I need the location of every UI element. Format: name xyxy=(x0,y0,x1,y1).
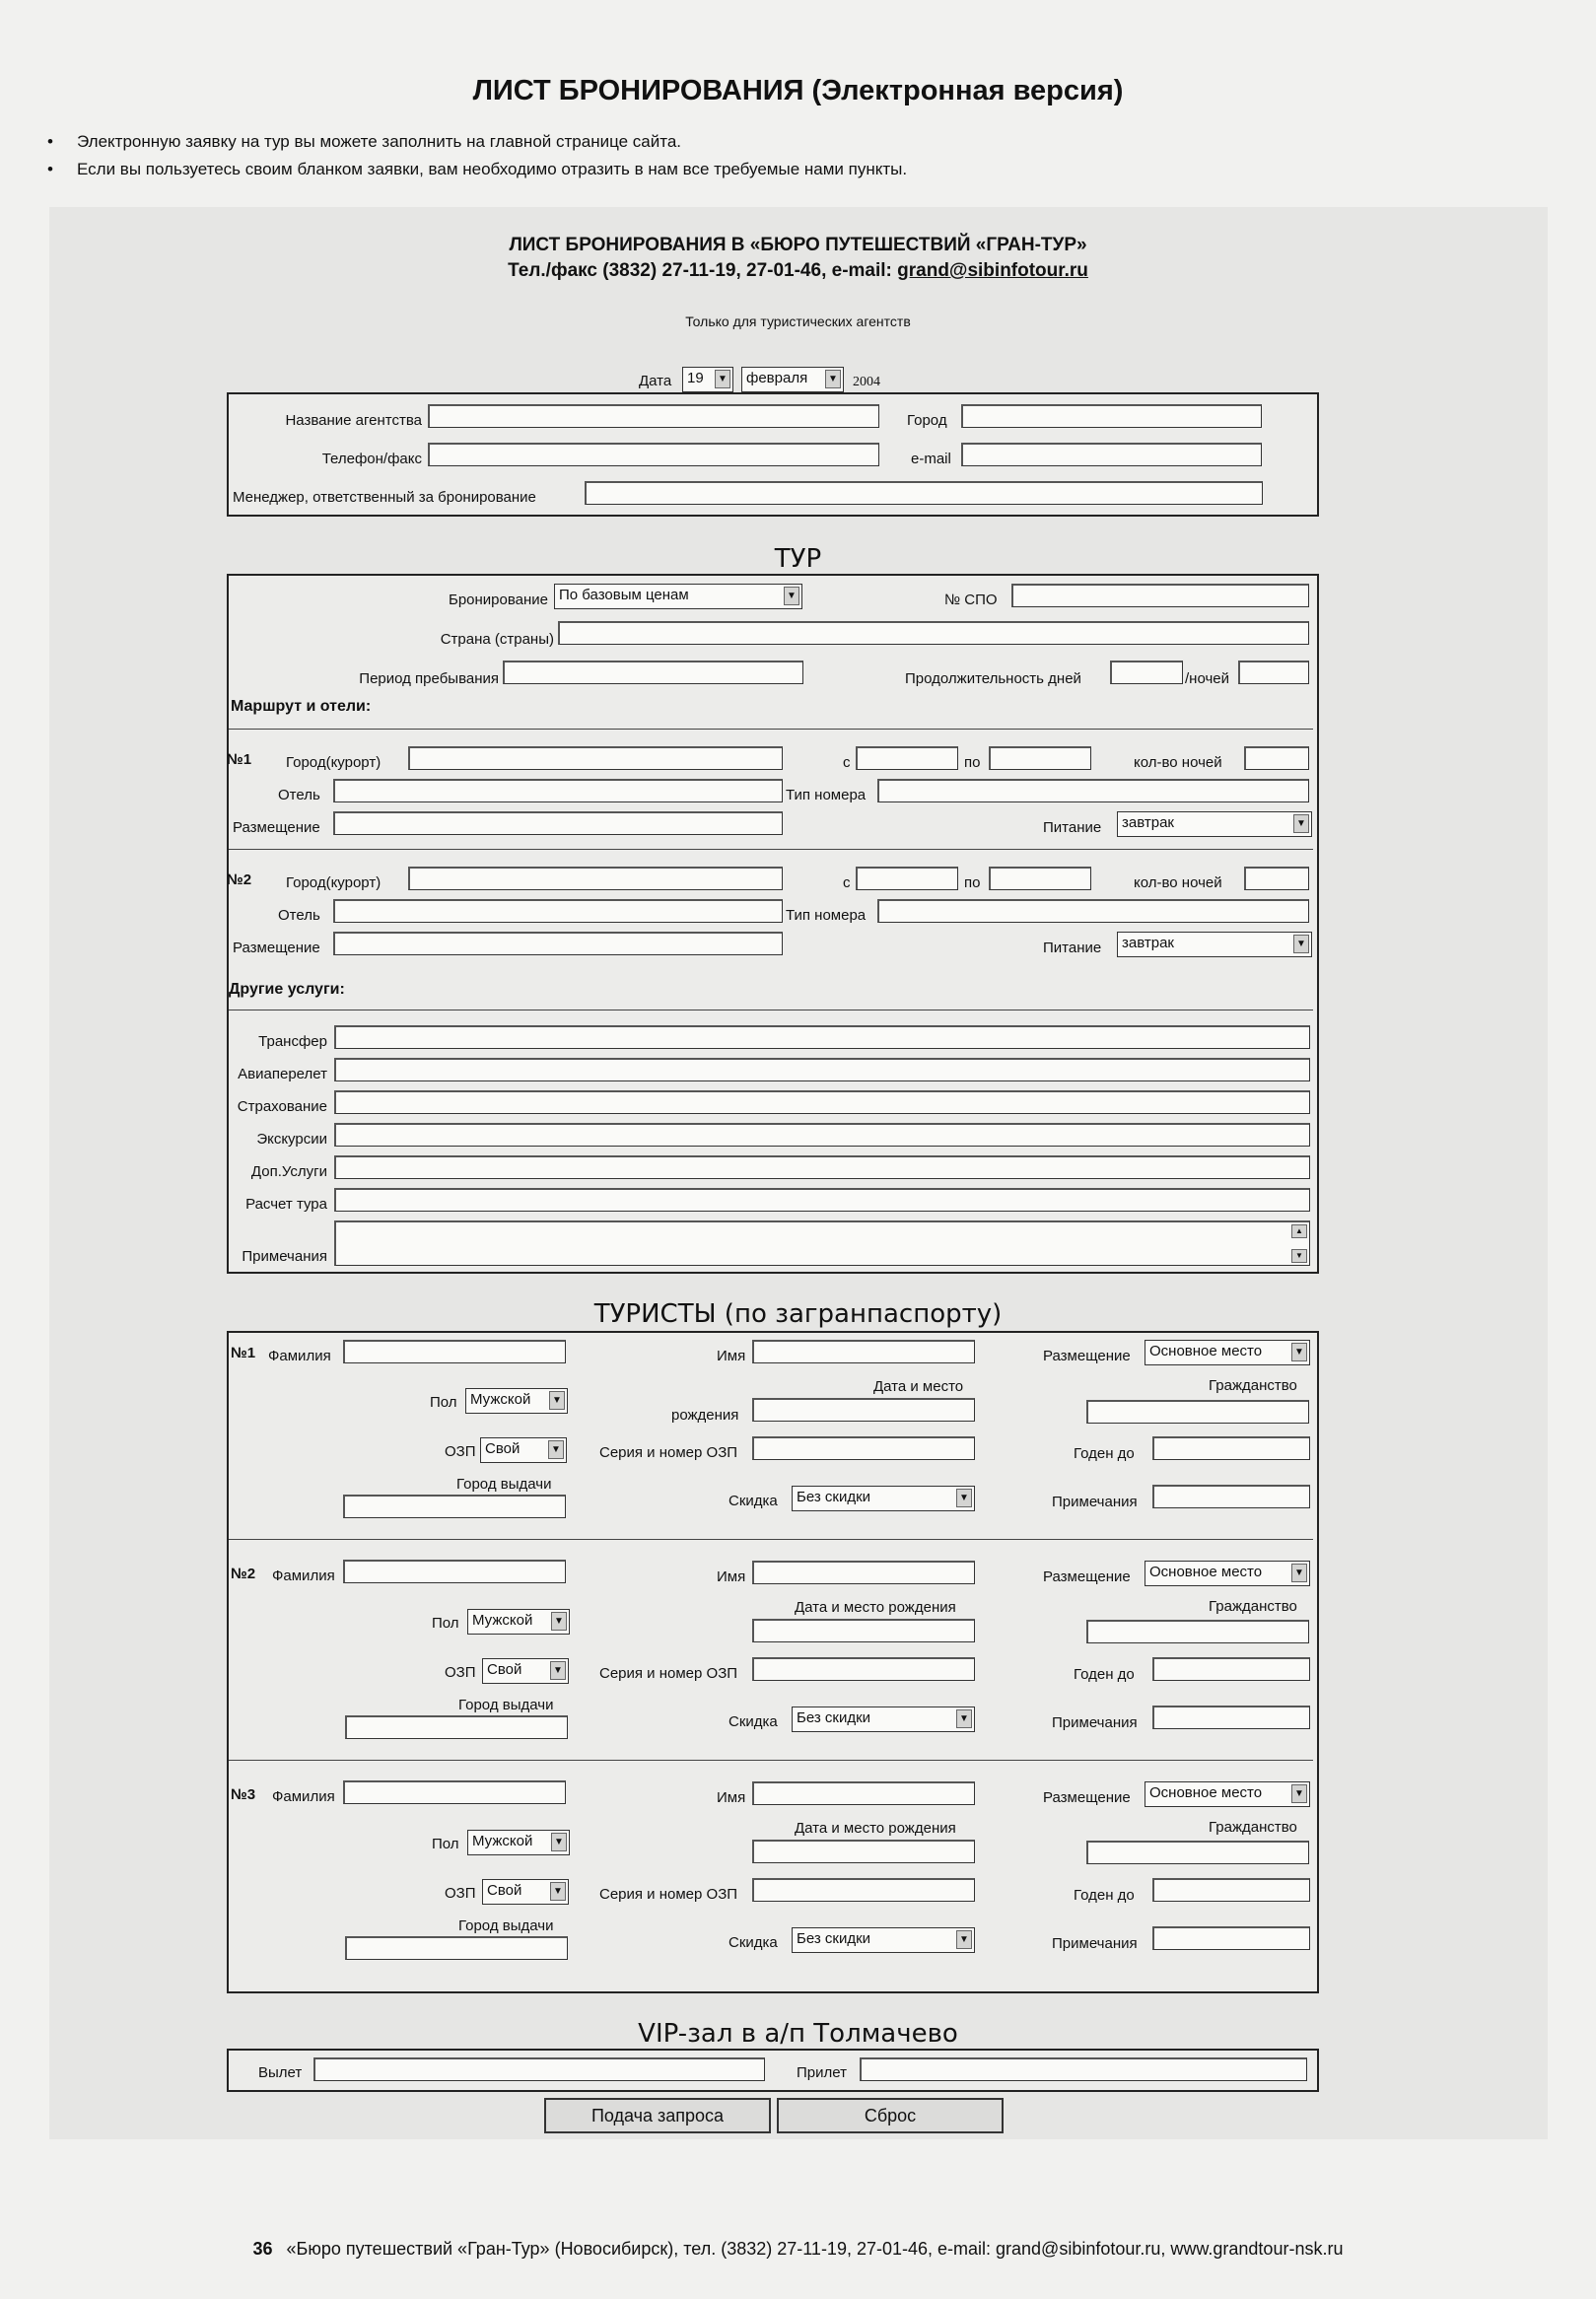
period-label: Период пребывания xyxy=(359,670,499,687)
agency-email-label: e-mail xyxy=(911,451,951,467)
tourist-gender-label: Пол xyxy=(432,1836,459,1852)
tourist-citizenship-label: Гражданство xyxy=(1209,1377,1297,1394)
service-input-flight[interactable] xyxy=(334,1058,1310,1081)
hotel-nights-label: кол-во ночей xyxy=(1134,874,1222,891)
tourist-series-input[interactable] xyxy=(752,1878,975,1902)
hotel-city-label: Город(курорт) xyxy=(286,874,382,891)
hotel-to-label: по xyxy=(964,874,981,891)
hotel-nights-input[interactable] xyxy=(1244,746,1309,770)
tourist-birth-input[interactable] xyxy=(752,1619,975,1642)
tourist-name-input[interactable] xyxy=(752,1340,975,1363)
divider xyxy=(229,849,1313,850)
agency-only-note: Только для туристических агентств xyxy=(685,314,911,329)
footer xyxy=(0,2239,1596,2260)
duration-label: Продолжительность дней xyxy=(905,670,1081,687)
hotel-from-label: с xyxy=(843,874,851,891)
hotel-nights-input[interactable] xyxy=(1244,867,1309,890)
tourist-valid-input[interactable] xyxy=(1152,1657,1310,1681)
spo-label: № СПО xyxy=(944,592,998,608)
tourist-birth-input[interactable] xyxy=(752,1840,975,1863)
tourist-ozp-select[interactable]: Свой ▼ xyxy=(482,1879,569,1905)
service-label-extra: Доп.Услуги xyxy=(250,1163,327,1180)
page-number: 36 xyxy=(252,2239,273,2259)
hotel-meal-select[interactable]: завтрак ▼ xyxy=(1117,932,1312,957)
tourist-issue-city-input[interactable] xyxy=(343,1495,566,1518)
tourist-accom-label: Размещение xyxy=(1043,1348,1131,1364)
chevron-down-icon: ▼ xyxy=(715,370,730,388)
tourist-ozp-select[interactable]: Свой ▼ xyxy=(480,1437,567,1463)
chevron-down-icon: ▼ xyxy=(956,1930,972,1949)
submit-button[interactable]: Подача запроса xyxy=(544,2098,771,2133)
service-input-extra[interactable] xyxy=(334,1155,1310,1179)
tourist-issue-city-label: Город выдачи xyxy=(458,1697,554,1713)
tourist-series-input[interactable] xyxy=(752,1436,975,1460)
tourist-ozp-label: ОЗП xyxy=(445,1443,476,1460)
tourist-surname-input[interactable] xyxy=(343,1780,566,1804)
tourist-citizenship-label: Гражданство xyxy=(1209,1819,1297,1836)
chevron-down-icon: ▼ xyxy=(1293,935,1309,953)
tourist-surname-input[interactable] xyxy=(343,1340,566,1363)
hotel-to-input[interactable] xyxy=(989,746,1091,770)
tourist-series-label: Серия и номер ОЗП xyxy=(599,1444,738,1461)
hotel-city-input[interactable] xyxy=(408,867,783,890)
manager-label: Менеджер, ответственный за бронирование xyxy=(233,489,536,506)
tourist-discount-label: Скидка xyxy=(729,1493,778,1509)
country-input[interactable] xyxy=(558,621,1309,645)
hotel-number: №1 xyxy=(227,751,252,768)
service-input-insurance[interactable] xyxy=(334,1090,1310,1114)
tourist-citizenship-input[interactable] xyxy=(1086,1841,1309,1864)
chevron-down-icon: ▼ xyxy=(956,1709,972,1728)
tourist-gender-select[interactable]: Мужской ▼ xyxy=(467,1609,570,1635)
agency-name-input[interactable] xyxy=(428,404,879,428)
country-label: Страна (страны) xyxy=(440,631,554,648)
bullet-list xyxy=(47,132,907,187)
service-label-flight: Авиаперелет xyxy=(238,1066,327,1082)
tourist-accom-select[interactable]: Основное место ▼ xyxy=(1145,1561,1310,1586)
hotel-room-label: Тип номера xyxy=(786,907,867,924)
page-title: ЛИСТ БРОНИРОВАНИЯ (Электронная версия) xyxy=(472,75,1124,106)
form-contacts: Тел./факс (3832) 27-11-19, 27-01-46, e-mail: grand@sibinfotour.ru xyxy=(508,260,1088,281)
tourist-issue-city-label: Город выдачи xyxy=(456,1476,552,1493)
tourist-ozp-label: ОЗП xyxy=(445,1885,476,1902)
hotel-accom-label: Размещение xyxy=(233,819,320,836)
tourist-valid-label: Годен до xyxy=(1074,1887,1135,1904)
tourist-accom-select[interactable]: Основное место ▼ xyxy=(1145,1340,1310,1365)
duration-days-input[interactable] xyxy=(1110,661,1183,684)
hotel-room-input[interactable] xyxy=(877,899,1309,923)
tourists-section-title: ТУРИСТЫ (по загранпаспорту) xyxy=(593,1299,1003,1329)
chevron-down-icon: ▼ xyxy=(1291,1564,1307,1582)
nights-label: /ночей xyxy=(1185,670,1229,687)
tourist-discount-select[interactable]: Без скидки ▼ xyxy=(792,1707,975,1732)
tourist-issue-city-label: Город выдачи xyxy=(458,1917,554,1934)
tourist-name-input[interactable] xyxy=(752,1781,975,1805)
chevron-down-icon: ▼ xyxy=(550,1882,566,1901)
divider xyxy=(229,1539,1313,1540)
tourist-name-label: Имя xyxy=(717,1568,746,1585)
tourist-ozp-select[interactable]: Свой ▼ xyxy=(482,1658,569,1684)
tourist-notes-input[interactable] xyxy=(1152,1485,1310,1508)
tourist-notes-input[interactable] xyxy=(1152,1926,1310,1950)
tourist-name-input[interactable] xyxy=(752,1561,975,1584)
chevron-down-icon: ▼ xyxy=(549,1391,565,1410)
hotel-room-input[interactable] xyxy=(877,779,1309,802)
chevron-down-icon: ▼ xyxy=(550,1661,566,1680)
reset-button[interactable]: Сброс xyxy=(777,2098,1004,2133)
bullet-item: • Если вы пользуетесь своим бланком заявки, вам необходимо отразить в нам все требуемые нами пункты. xyxy=(47,160,907,179)
tourist-accom-label: Размещение xyxy=(1043,1568,1131,1585)
other-services-label: Другие услуги: xyxy=(229,981,345,998)
hotel-name-input[interactable] xyxy=(333,779,783,802)
tourist-name-label: Имя xyxy=(717,1789,746,1806)
tourist-birth-label2: рождения xyxy=(671,1407,739,1424)
chevron-down-icon: ▼ xyxy=(1291,1343,1307,1361)
date-day-select[interactable]: 19 ▼ xyxy=(682,367,733,392)
tourist-birth-input[interactable] xyxy=(752,1398,975,1422)
agency-phone-input[interactable] xyxy=(428,443,879,466)
agency-city-label: Город xyxy=(907,412,947,429)
tourist-number: №3 xyxy=(231,1786,256,1803)
hotel-to-input[interactable] xyxy=(989,867,1091,890)
tourist-birth-label: Дата и место рождения xyxy=(795,1599,956,1616)
hotel-from-input[interactable] xyxy=(856,867,958,890)
arrival-label: Прилет xyxy=(797,2064,847,2081)
tourist-surname-input[interactable] xyxy=(343,1560,566,1583)
service-input-excursions[interactable] xyxy=(334,1123,1310,1147)
hotel-city-input[interactable] xyxy=(408,746,783,770)
hotel-to-label: по xyxy=(964,754,981,771)
tourist-series-label: Серия и номер ОЗП xyxy=(599,1886,738,1903)
duration-nights-input[interactable] xyxy=(1238,661,1309,684)
chevron-down-icon: ▼ xyxy=(784,587,799,605)
hotel-room-label: Тип номера xyxy=(786,787,867,803)
tourist-notes-label: Примечания xyxy=(1052,1935,1138,1952)
tourist-issue-city-input[interactable] xyxy=(345,1936,568,1960)
tourist-surname-label: Фамилия xyxy=(272,1568,335,1584)
divider xyxy=(229,729,1313,730)
hotel-accom-label: Размещение xyxy=(233,940,320,956)
tourist-series-label: Серия и номер ОЗП xyxy=(599,1665,738,1682)
service-input-calculation[interactable] xyxy=(334,1188,1310,1212)
tourist-ozp-label: ОЗП xyxy=(445,1664,476,1681)
chevron-down-icon: ▼ xyxy=(551,1612,567,1631)
period-input[interactable] xyxy=(503,661,803,684)
date-label: Дата xyxy=(639,373,672,389)
hotel-meal-select[interactable]: завтрак ▼ xyxy=(1117,811,1312,837)
tourist-valid-label: Годен до xyxy=(1074,1445,1135,1462)
tourist-birth-label: Дата и место xyxy=(873,1378,964,1395)
tourist-citizenship-input[interactable] xyxy=(1086,1620,1309,1643)
chevron-down-icon: ▼ xyxy=(1291,1784,1307,1803)
hotel-from-input[interactable] xyxy=(856,746,958,770)
service-label-transfer: Трансфер xyxy=(258,1033,327,1050)
manager-input[interactable] xyxy=(585,481,1263,505)
tourist-surname-label: Фамилия xyxy=(268,1348,331,1364)
tourist-discount-label: Скидка xyxy=(729,1934,778,1951)
tourist-surname-label: Фамилия xyxy=(272,1788,335,1805)
tour-notes-label: Примечания xyxy=(242,1248,327,1265)
spo-input[interactable] xyxy=(1011,584,1309,607)
chevron-down-icon: ▼ xyxy=(551,1833,567,1851)
tourist-notes-label: Примечания xyxy=(1052,1494,1138,1510)
agency-email-input[interactable] xyxy=(961,443,1262,466)
tour-notes-textarea[interactable] xyxy=(334,1220,1310,1266)
booking-label: Бронирование xyxy=(448,592,548,608)
service-label-excursions: Экскурсии xyxy=(256,1131,327,1148)
tourist-notes-input[interactable] xyxy=(1152,1706,1310,1729)
hotel-accom-input[interactable] xyxy=(333,811,783,835)
tourist-gender-select[interactable]: Мужской ▼ xyxy=(465,1388,568,1414)
tourist-accom-select[interactable]: Основное место ▼ xyxy=(1145,1781,1310,1807)
form-title: ЛИСТ БРОНИРОВАНИЯ В «БЮРО ПУТЕШЕСТВИЙ «ГРАН-ТУР» xyxy=(509,235,1087,255)
chevron-down-icon: ▼ xyxy=(956,1489,972,1507)
tourist-gender-label: Пол xyxy=(432,1615,459,1632)
hotel-accom-input[interactable] xyxy=(333,932,783,955)
tourist-accom-label: Размещение xyxy=(1043,1789,1131,1806)
date-year: 2004 xyxy=(853,375,880,389)
scroll-down-icon[interactable]: ▼ xyxy=(1291,1249,1307,1263)
departure-label: Вылет xyxy=(258,2064,303,2081)
agency-city-input[interactable] xyxy=(961,404,1262,428)
service-label-calculation: Расчет тура xyxy=(245,1196,327,1213)
tourist-discount-select[interactable]: Без скидки ▼ xyxy=(792,1927,975,1953)
footer-text: «Бюро путешествий «Гран-Тур» (Новосибирск), тел. (3832) 27-11-19, 27-01-46, e-mail: grand@sibinfotour.ru, www.grandtour-nsk.ru xyxy=(286,2239,1344,2259)
tourist-notes-label: Примечания xyxy=(1052,1714,1138,1731)
tourist-issue-city-input[interactable] xyxy=(345,1715,568,1739)
hotel-name-label: Отель xyxy=(278,787,320,803)
tourist-gender-label: Пол xyxy=(430,1394,457,1411)
tourist-discount-select[interactable]: Без скидки ▼ xyxy=(792,1486,975,1511)
email-link[interactable]: grand@sibinfotour.ru xyxy=(897,260,1088,281)
tourist-citizenship-input[interactable] xyxy=(1086,1400,1309,1424)
hotel-name-label: Отель xyxy=(278,907,320,924)
booking-select[interactable]: По базовым ценам ▼ xyxy=(554,584,802,609)
tour-section-title: ТУР xyxy=(774,544,822,574)
tourist-valid-input[interactable] xyxy=(1152,1878,1310,1902)
hotel-city-label: Город(курорт) xyxy=(286,754,382,771)
chevron-down-icon: ▼ xyxy=(548,1440,564,1459)
departure-input[interactable] xyxy=(313,2057,765,2081)
tourist-valid-input[interactable] xyxy=(1152,1436,1310,1460)
bullet-item: • Электронную заявку на тур вы можете заполнить на главной странице сайта. xyxy=(47,132,907,152)
tourist-number: №1 xyxy=(231,1345,256,1361)
tourist-number: №2 xyxy=(231,1566,256,1582)
tourist-name-label: Имя xyxy=(717,1348,746,1364)
tourist-citizenship-label: Гражданство xyxy=(1209,1598,1297,1615)
date-month-select[interactable]: февраля ▼ xyxy=(741,367,844,392)
hotel-meal-label: Питание xyxy=(1043,940,1102,956)
arrival-input[interactable] xyxy=(860,2057,1307,2081)
hotel-name-input[interactable] xyxy=(333,899,783,923)
tourist-series-input[interactable] xyxy=(752,1657,975,1681)
chevron-down-icon: ▼ xyxy=(825,370,841,388)
divider xyxy=(229,1760,1313,1761)
tourist-discount-label: Скидка xyxy=(729,1713,778,1730)
hotel-nights-label: кол-во ночей xyxy=(1134,754,1222,771)
service-input-transfer[interactable] xyxy=(334,1025,1310,1049)
hotel-number: №2 xyxy=(227,871,252,888)
tourist-valid-label: Годен до xyxy=(1074,1666,1135,1683)
route-label: Маршрут и отели: xyxy=(231,698,372,715)
tourist-birth-label: Дата и место рождения xyxy=(795,1820,956,1837)
hotel-from-label: с xyxy=(843,754,851,771)
service-label-insurance: Страхование xyxy=(237,1098,327,1115)
vip-section-title: VIP-зал в а/п Толмачево xyxy=(638,2019,958,2049)
tourist-gender-select[interactable]: Мужской ▼ xyxy=(467,1830,570,1855)
agency-phone-label: Телефон/факс xyxy=(321,451,422,467)
hotel-meal-label: Питание xyxy=(1043,819,1102,836)
scroll-up-icon[interactable]: ▲ xyxy=(1291,1224,1307,1238)
chevron-down-icon: ▼ xyxy=(1293,814,1309,833)
agency-name-label: Название агентства xyxy=(285,412,422,429)
